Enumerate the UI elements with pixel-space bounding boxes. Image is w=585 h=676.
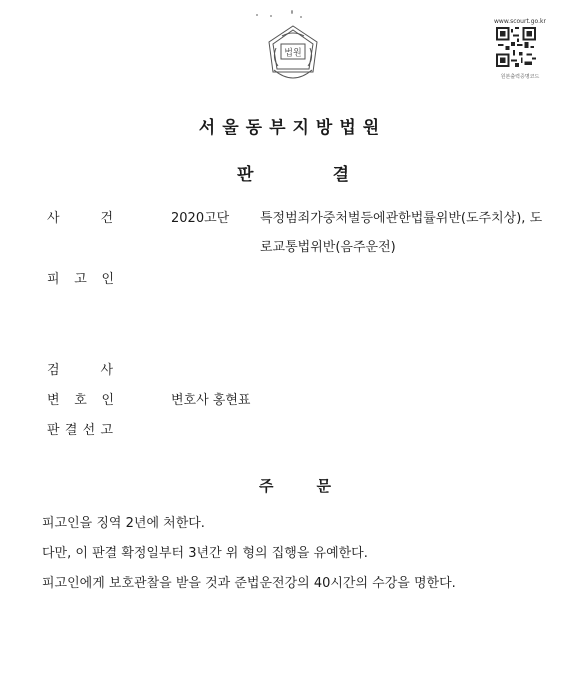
defendant-label: 피 고 인 xyxy=(47,272,114,287)
counsel-label: 변 호 인 xyxy=(47,393,114,408)
order-line: 피고인을 징역 2년에 처한다. xyxy=(42,516,205,531)
title-char: 결 xyxy=(332,165,349,185)
counsel-name: 변호사 홍현표 xyxy=(171,393,251,408)
case-description-line2: 로교통법위반(음주운전) xyxy=(260,240,396,255)
title-char: 판 xyxy=(237,165,254,185)
print-speck xyxy=(256,14,258,16)
seal-text: 법원 xyxy=(284,48,302,59)
qr-code-icon[interactable] xyxy=(496,27,536,67)
order-heading: 주 문 xyxy=(259,477,331,495)
court-name: 서울동부지방법원 xyxy=(198,118,387,138)
qr-url: www.scourt.go.kr xyxy=(494,18,546,25)
order-line: 다만, 이 판결 확정일부터 3년간 위 형의 집행을 유예한다. xyxy=(42,546,368,561)
document-title xyxy=(237,160,349,185)
print-speck xyxy=(300,16,302,18)
court-seal-icon xyxy=(262,20,324,88)
qr-caption: 원본출력증명코드 xyxy=(500,74,540,80)
verdict-date-label: 판 결 선 고 xyxy=(47,423,113,438)
case-number: 2020고단 xyxy=(171,211,230,226)
case-description-line1: 특정범죄가중처벌등에관한법률위반(도주치상), 도 xyxy=(260,211,543,226)
verification-block xyxy=(496,18,544,80)
order-line: 피고인에게 보호관찰을 받을 것과 준법운전강의 40시간의 수강을 명한다. xyxy=(42,576,456,591)
case-label: 사 건 xyxy=(47,211,113,226)
print-speck xyxy=(270,15,272,17)
print-speck xyxy=(291,10,293,14)
prosecutor-label: 검 사 xyxy=(47,363,113,378)
